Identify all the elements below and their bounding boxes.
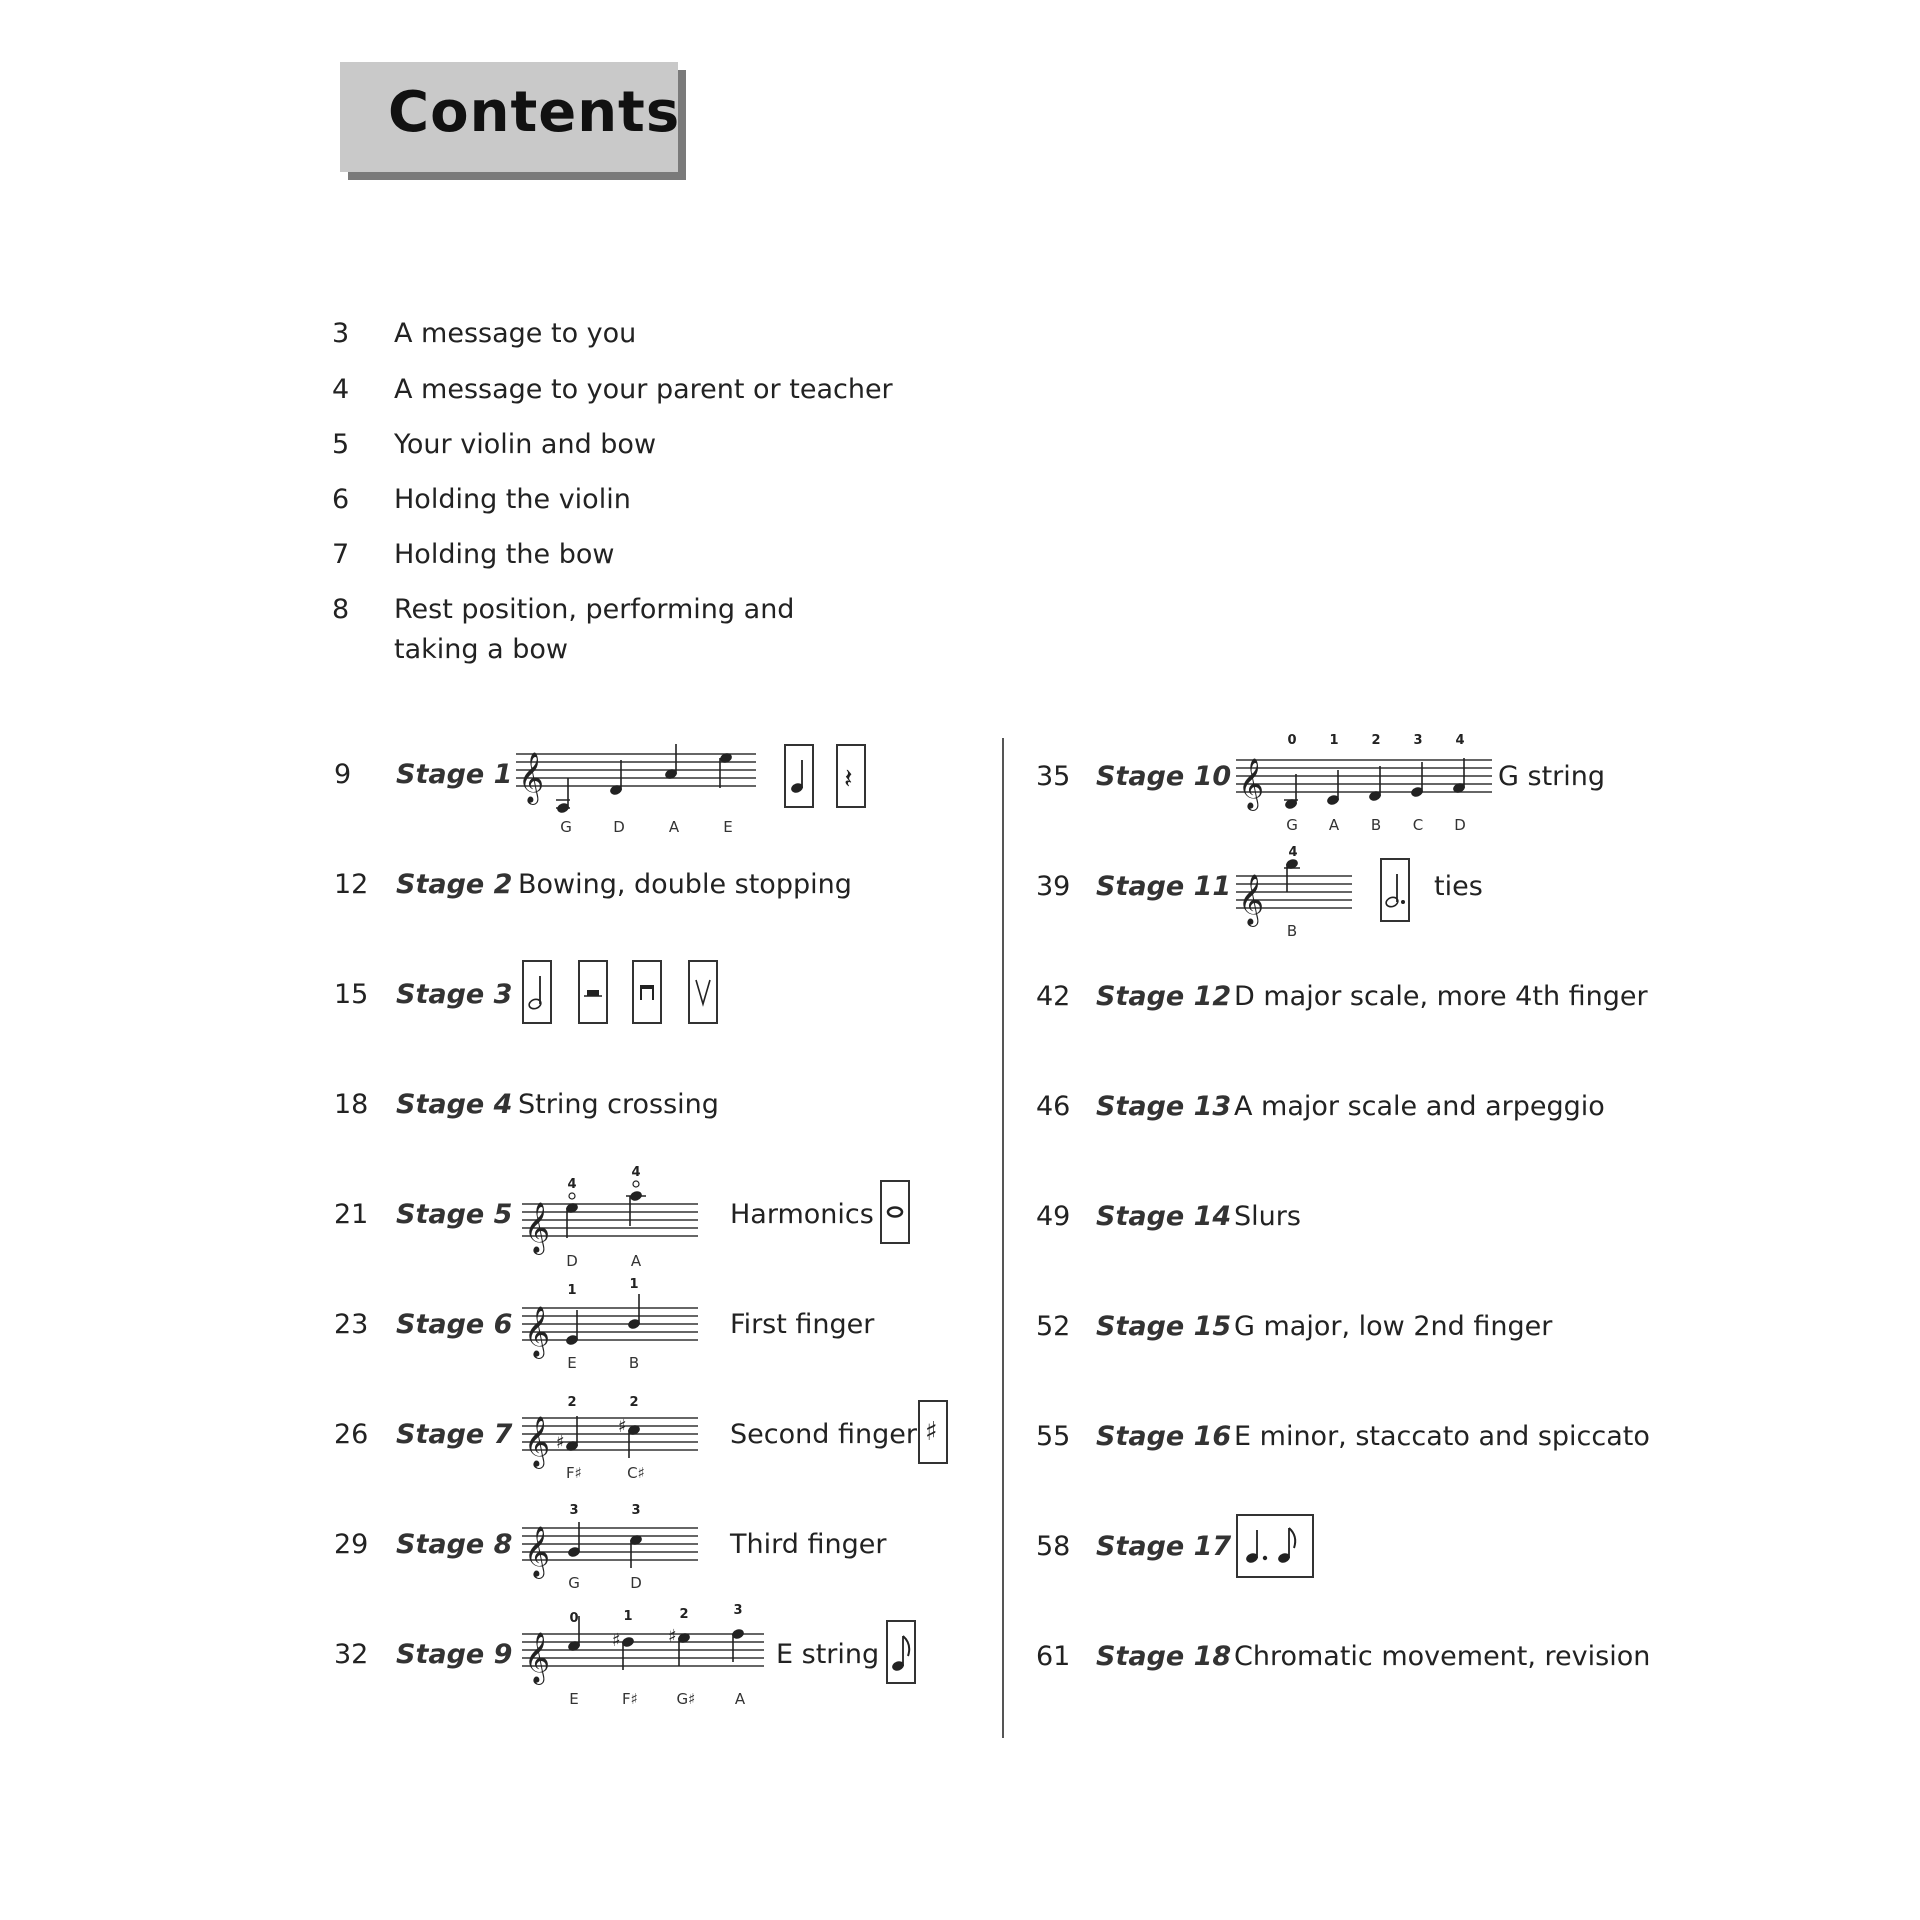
column-divider (1002, 738, 1004, 1738)
minim-rest-icon (578, 960, 608, 1024)
page-number: 55 (1036, 1421, 1071, 1452)
page-number: 61 (1036, 1641, 1071, 1672)
page-number: 4 (332, 374, 350, 405)
stage-label: Stage 17 (1096, 1531, 1232, 1562)
stage-11-staff (1236, 842, 1356, 942)
entry-title: Holding the violin (394, 484, 631, 515)
page-number: 58 (1036, 1531, 1071, 1562)
stage-5-staff (522, 1166, 702, 1276)
note-name: A (1328, 816, 1340, 834)
entry-title: Slurs (1234, 1201, 1301, 1232)
page-number: 23 (334, 1309, 369, 1340)
page-number: 49 (1036, 1201, 1071, 1232)
note-name: C♯ (627, 1464, 645, 1482)
page-number: 8 (332, 594, 350, 625)
svg-text:𝄞: 𝄞 (524, 1306, 551, 1357)
entry-title: G string (1498, 761, 1606, 792)
stage-label: Stage 15 (1096, 1311, 1232, 1342)
note-name: A (734, 1690, 746, 1708)
up-bow-icon (688, 960, 718, 1024)
finger-number: 0 (1287, 733, 1297, 748)
entry-title: A message to you (394, 318, 637, 349)
finger-number: 1 (1329, 733, 1339, 748)
entry-title: Second finger (730, 1419, 917, 1450)
finger-number: 4 (1288, 845, 1298, 860)
note-name: B (1286, 922, 1298, 940)
page-number: 42 (1036, 981, 1071, 1012)
stage-label: Stage 2 (396, 869, 513, 900)
svg-text:♯: ♯ (556, 1432, 565, 1453)
stage-label: Stage 4 (396, 1089, 513, 1120)
finger-number: 3 (569, 1503, 579, 1518)
quaver-icon (886, 1620, 916, 1684)
svg-text:𝄞: 𝄞 (524, 1632, 551, 1683)
dotted-crotchet-quaver-icon (1236, 1514, 1314, 1578)
entry-title: First finger (730, 1309, 875, 1340)
dotted-minim-icon (1380, 858, 1410, 922)
page-number: 32 (334, 1639, 369, 1670)
finger-number: 1 (629, 1277, 639, 1292)
entry-title: A message to your parent or teacher (394, 374, 893, 405)
stage-label: Stage 12 (1096, 981, 1232, 1012)
note-name: E (567, 1354, 577, 1372)
note-name: B (628, 1354, 640, 1372)
page-number: 7 (332, 539, 350, 570)
stage-6-staff (522, 1277, 702, 1380)
note-name: G (560, 818, 572, 836)
stage-9-staff (522, 1604, 772, 1714)
svg-text:♯: ♯ (618, 1416, 627, 1437)
page-number: 12 (334, 869, 369, 900)
stage-label: Stage 7 (396, 1419, 513, 1450)
stage-label: Stage 6 (396, 1309, 513, 1340)
finger-number: 2 (1371, 733, 1381, 748)
stage-label: Stage 16 (1096, 1421, 1232, 1452)
minim-icon (522, 960, 552, 1024)
entry-title: Rest position, performing and (394, 594, 795, 625)
note-name: D (1454, 816, 1466, 834)
sharp-icon (918, 1400, 948, 1464)
svg-text:♯: ♯ (612, 1630, 621, 1651)
page-number: 29 (334, 1529, 369, 1560)
entry-title: G major, low 2nd finger (1234, 1311, 1553, 1342)
entry-title-line-2: taking a bow (394, 634, 568, 665)
svg-text:𝄞: 𝄞 (524, 1202, 551, 1253)
note-name: E (723, 818, 733, 836)
svg-text:♯: ♯ (668, 1626, 677, 1647)
finger-number: 3 (631, 1503, 641, 1518)
crotchet-rest-icon (836, 744, 866, 808)
page-number: 39 (1036, 871, 1071, 902)
finger-number: 2 (679, 1607, 689, 1622)
page-number: 18 (334, 1089, 369, 1120)
note-name: D (613, 818, 625, 836)
stage-label: Stage 3 (396, 979, 513, 1010)
page-number: 21 (334, 1199, 369, 1230)
note-name: C (1412, 816, 1424, 834)
entry-title: Harmonics (730, 1199, 874, 1230)
entry-title: A major scale and arpeggio (1234, 1091, 1605, 1122)
treble-clef-icon: 𝄞 (518, 752, 545, 803)
entry-title: Bowing, double stopping (518, 869, 852, 900)
entry-title: Your violin and bow (394, 429, 657, 460)
note-name: D (566, 1252, 578, 1270)
entry-title: D major scale, more 4th finger (1234, 981, 1648, 1012)
page-number: 9 (334, 759, 352, 790)
stage-label: Stage 10 (1096, 761, 1232, 792)
finger-number: 0 (569, 1611, 579, 1626)
finger-number: 1 (567, 1283, 577, 1298)
finger-number: 4 (631, 1165, 641, 1180)
note-name: D (630, 1574, 642, 1592)
entry-title: Third finger (730, 1529, 887, 1560)
stage-label: Stage 9 (396, 1639, 513, 1670)
svg-text:𝄞: 𝄞 (524, 1526, 551, 1577)
down-bow-icon (632, 960, 662, 1024)
page-number: 5 (332, 429, 350, 460)
stage-label: Stage 13 (1096, 1091, 1232, 1122)
entry-title: Holding the bow (394, 539, 615, 570)
svg-text:𝄞: 𝄞 (1238, 874, 1265, 925)
page-number: 3 (332, 318, 350, 349)
svg-text:♯: ♯ (925, 1417, 938, 1447)
stage-1-staff (516, 734, 756, 844)
note-name: B (1370, 816, 1382, 834)
crotchet-icon (784, 744, 814, 808)
note-name: G♯ (676, 1690, 696, 1708)
stage-label: Stage 18 (1096, 1641, 1232, 1672)
note-name: A (668, 818, 680, 836)
note-name: E (569, 1690, 579, 1708)
finger-number: 1 (623, 1609, 633, 1624)
note-name: A (630, 1252, 642, 1270)
finger-number: 3 (1413, 733, 1423, 748)
entry-title: Chromatic movement, revision (1234, 1641, 1651, 1672)
stage-label: Stage 8 (396, 1529, 513, 1560)
page-number: 46 (1036, 1091, 1071, 1122)
stage-10-staff (1236, 730, 1496, 840)
page-title: Contents (388, 80, 681, 145)
finger-number: 2 (629, 1395, 639, 1410)
page-number: 26 (334, 1419, 369, 1450)
stage-7-staff (522, 1392, 702, 1492)
page-number: 35 (1036, 761, 1071, 792)
contents-title-box (340, 62, 681, 172)
harmonic-note-icon (880, 1180, 910, 1244)
stage-label: Stage 1 (396, 759, 513, 790)
entry-title: ties (1434, 871, 1483, 902)
note-name: G (568, 1574, 580, 1592)
svg-text:𝄞: 𝄞 (524, 1416, 551, 1467)
svg-text:𝄽: 𝄽 (844, 762, 853, 795)
entry-title: String crossing (518, 1089, 719, 1120)
finger-number: 4 (567, 1177, 577, 1192)
svg-text:𝄞: 𝄞 (1238, 758, 1265, 809)
stage-label: Stage 11 (1096, 871, 1232, 902)
page-number: 15 (334, 979, 369, 1010)
entry-title: E minor, staccato and spiccato (1234, 1421, 1650, 1452)
finger-number: 2 (567, 1395, 577, 1410)
stage-label: Stage 14 (1096, 1201, 1232, 1232)
note-name: F♯ (566, 1464, 582, 1482)
note-name: F♯ (622, 1690, 638, 1708)
entry-title: E string (776, 1639, 880, 1670)
note-name: G (1286, 816, 1298, 834)
stage-8-staff (522, 1500, 702, 1600)
page-number: 6 (332, 484, 350, 515)
stage-label: Stage 5 (396, 1199, 513, 1230)
finger-number: 3 (733, 1603, 743, 1618)
finger-number: 4 (1455, 733, 1465, 748)
page-number: 52 (1036, 1311, 1071, 1342)
